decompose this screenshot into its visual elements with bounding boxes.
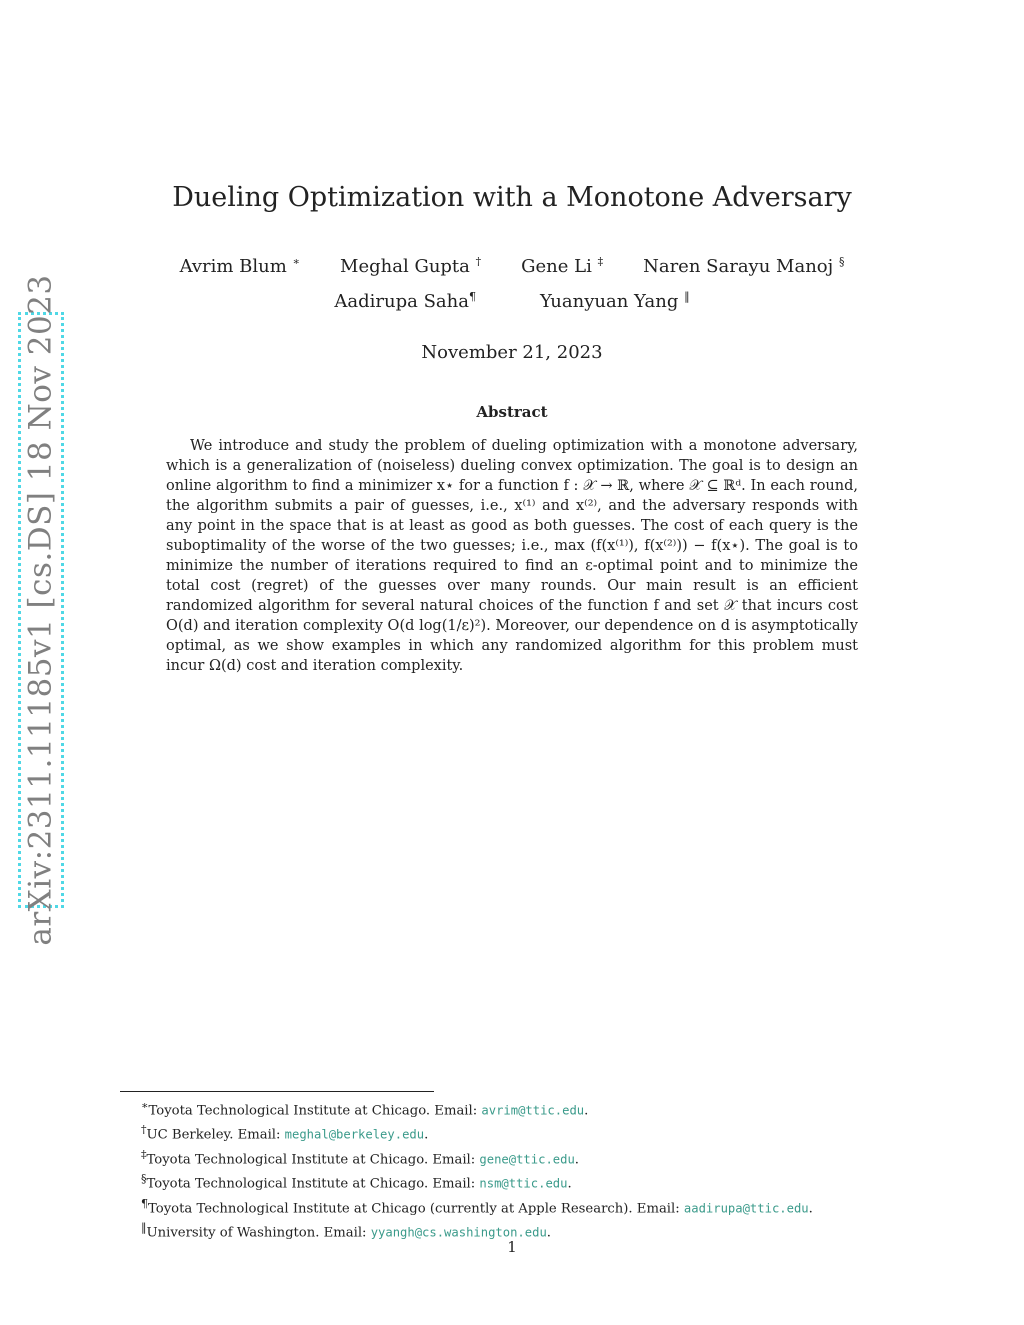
abstract-heading: Abstract [476, 403, 548, 421]
footnote: §Toyota Technological Institute at Chicago. Email: nsm@ttic.edu. [141, 1172, 572, 1192]
author: Yuanyuan Yang ‖ [539, 290, 690, 312]
email-link[interactable]: aadirupa@ttic.edu [683, 1200, 809, 1215]
email-link[interactable]: meghal@berkeley.edu [284, 1127, 425, 1142]
footnote-rule [120, 1091, 434, 1092]
author-list-row-2 [0, 290, 1024, 312]
author-list-row-1 [0, 255, 1024, 277]
author: Avrim Blum ∗ [179, 255, 301, 277]
author: Aadirupa Saha¶ [334, 290, 476, 312]
author: Meghal Gupta † [340, 255, 482, 277]
email-link[interactable]: avrim@ttic.edu [481, 1103, 585, 1118]
author: Gene Li ‡ [521, 255, 604, 277]
email-link[interactable]: nsm@ttic.edu [479, 1176, 568, 1191]
author: Naren Sarayu Manoj § [643, 255, 845, 277]
paper-title: Dueling Optimization with a Monotone Adversary [172, 182, 852, 213]
email-link[interactable]: gene@ttic.edu [479, 1152, 575, 1167]
publication-date: November 21, 2023 [421, 342, 603, 363]
abstract-body: We introduce and study the problem of dueling optimization with a monotone adversary, which is a generalization of (noiseless) dueling convex optimization. The goal is to design an online algorithm to find a minimizer x⋆ for a function f : 𝒳 → ℝ, where 𝒳 ⊆ ℝᵈ. In each round, the algorithm submits a pair of guesses, i.e., x⁽¹⁾ and x⁽²⁾, and the adversary responds with any point in the space that is at least as good as both guesses. The cost of each query is the suboptimality of the worse of the two guesses; i.e., max (f(x⁽¹⁾), f(x⁽²⁾)) − f(x⋆). The goal is to minimize the number of iterations required to find an ε-optimal point and to minimize the total cost (regret) of the guesses over many rounds. Our main result is an efficient randomized algorithm for several natural choices of the function f and set 𝒳 that incurs cost O(d) and iteration complexity O(d log(1/ε)²). Moreover, our dependence on d is asymptotically optimal, as we show examples in which any randomized algorithm for this problem must incur Ω(d) cost and iteration complexity. [166, 438, 858, 674]
arxiv-watermark [18, 274, 64, 946]
footnotes [141, 1096, 901, 1242]
footnote: ‡Toyota Technological Institute at Chicago. Email: gene@ttic.edu. [141, 1147, 579, 1168]
footnote: ∗Toyota Technological Institute at Chicago. Email: avrim@ttic.edu. [141, 1099, 589, 1119]
arxiv-watermark-text: arXiv:2311.11185v1 [cs.DS] 18 Nov 2023 [23, 274, 59, 946]
footnote: ¶Toyota Technological Institute at Chicago (currently at Apple Research). Email: aadirupa@ttic.edu. [141, 1196, 813, 1216]
footnote: †UC Berkeley. Email: meghal@berkeley.edu. [141, 1123, 429, 1143]
email-link[interactable]: yyangh@cs.washington.edu [370, 1225, 547, 1240]
footnote: ‖University of Washington. Email: yyangh@cs.washington.edu. [141, 1220, 551, 1241]
page-number: 1 [507, 1238, 517, 1256]
